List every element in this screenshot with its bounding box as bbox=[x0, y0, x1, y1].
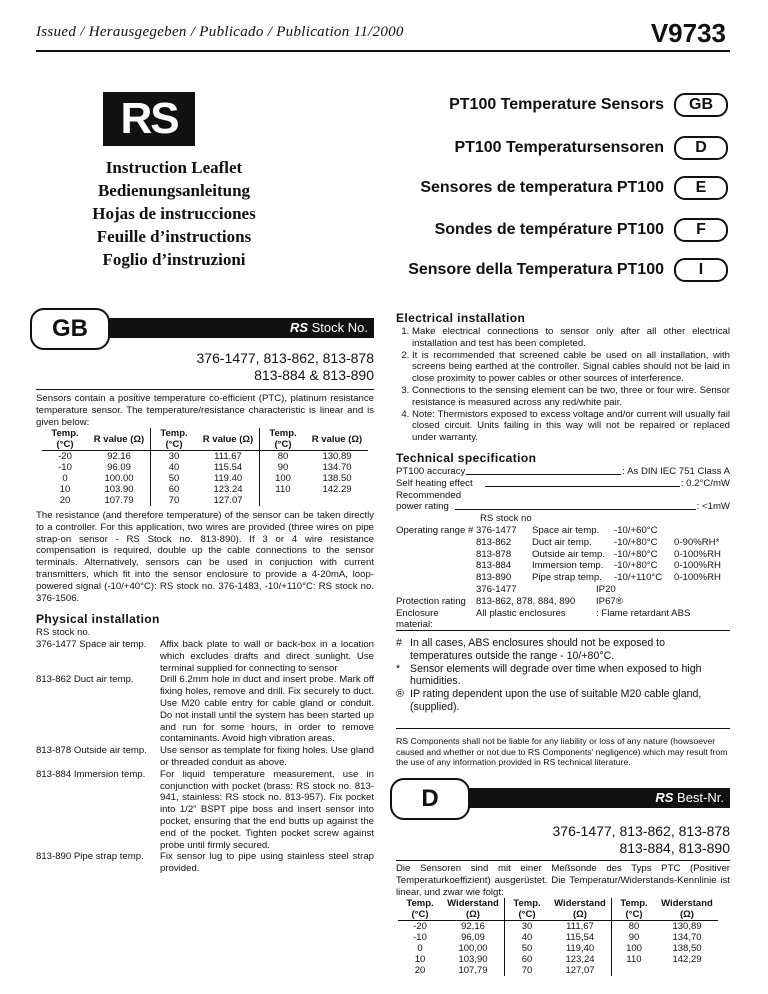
d-stock-numbers bbox=[500, 823, 730, 857]
d-temperature-table bbox=[398, 898, 718, 976]
col-header: Temp. (°C) bbox=[612, 898, 657, 921]
col-header: R value (Ω) bbox=[306, 428, 368, 451]
leaflet-title: Bedienungsanleitung bbox=[97, 181, 251, 200]
operating-row: Operating range # 376-1477 Space air temp. -10/+60°C bbox=[396, 524, 658, 536]
gb-section-badge: GB bbox=[30, 308, 110, 350]
install-text: Affix back plate to wall or back-box in a location which excludes drafts and direct sunlight. Use terminal supplied for connecting to sensor bbox=[160, 639, 374, 674]
rs-logo: RS bbox=[103, 92, 195, 146]
disclaimer: RS Components shall not be liable for any liability or loss of any nature (howsoever caused and whether or not due to RS Components’ negligence) which may result from the use of any information provided in RS technical literature. bbox=[396, 736, 728, 768]
electrical-installation-heading: Electrical installation bbox=[396, 311, 526, 325]
physical-installation-heading: Physical installation bbox=[36, 612, 160, 626]
operating-row: 813-878 Outside air temp. -10/+80°C 0-100%RH bbox=[476, 548, 721, 560]
spec-row: Self heating effect : 0.2°C/mW bbox=[396, 477, 730, 489]
footnote: * Sensor elements will degrade over time when exposed to high humidities. bbox=[396, 662, 702, 688]
gb-stock-numbers bbox=[150, 350, 374, 384]
col-header: Temp. (°C) bbox=[42, 428, 88, 451]
table-row: -20 92,16 30 111,67 80 130,89 bbox=[413, 921, 702, 932]
language-code-badge: I bbox=[674, 258, 728, 282]
issued-line: Issued / Herausgegeben / Publicado / Publication 11/2000 bbox=[36, 24, 404, 40]
col-header: Temp. (°C) bbox=[505, 898, 550, 921]
gb-intro: Sensors contain a positive temperature co-efficient (PTC), platinum resistance temperature sensor. The temperature/resistance characteristic is linear and is given below: bbox=[36, 393, 374, 428]
banner-label: Best-Nr. bbox=[677, 790, 724, 805]
language-row-gb bbox=[449, 93, 728, 117]
stock-line: 813-884, 813-890 bbox=[619, 840, 730, 856]
table-row: 20 107.79 70 127.07 bbox=[42, 495, 368, 506]
stock-line: 376-1477, 813-862, 813-878 bbox=[552, 823, 730, 839]
operating-row: 813-862 Duct air temp. -10/+80°C 0-90%RH* bbox=[476, 536, 720, 548]
protection-row: 376-1477 IP20 bbox=[476, 583, 616, 595]
leaflet-titles bbox=[40, 156, 308, 271]
col-header: Temp. (°C) bbox=[398, 898, 442, 921]
language-row-d bbox=[454, 136, 728, 160]
list-item: 4. Note: Thermistors exposed to excess voltage and/or current will usually fail closed circuit. Units failing in this way will not be repaired or replaced under warranty. bbox=[412, 409, 730, 444]
footnotes bbox=[396, 637, 730, 714]
gb-temperature-table bbox=[42, 428, 368, 506]
operating-row: 813-884 Immersion temp. -10/+80°C 0-100%RH bbox=[476, 560, 721, 572]
operating-row: 813-890 Pipe strap temp. -10/+110°C 0-100%RH bbox=[476, 572, 721, 584]
technical-spec-heading: Technical specification bbox=[396, 451, 537, 465]
enclosure-row: Enclosure material: All plastic enclosures : Flame retardant ABS bbox=[396, 607, 691, 631]
install-text: Fix sensor lug to pipe using stainless steel strap provided. bbox=[160, 851, 374, 875]
document-code: V9733 bbox=[650, 18, 726, 48]
install-label: 813-890 Pipe strap temp. bbox=[36, 851, 144, 863]
spec-row: Recommended bbox=[396, 489, 462, 501]
col-header: Temp. (°C) bbox=[151, 428, 198, 451]
table-row: 0 100.00 50 119.40 100 138.50 bbox=[62, 473, 352, 484]
language-code-badge: F bbox=[674, 218, 728, 242]
language-code-badge: GB bbox=[674, 93, 728, 117]
language-title: Sondes de température PT100 bbox=[434, 221, 664, 238]
d-intro: Die Sensoren sind mit einer Meßsonde des Typs PTC (Positiver Temperaturkoeffizient) ausgerüstet. Die Temperatur/Widerstands-Kennlinie ist linear, und zwar wie folgt: bbox=[396, 863, 730, 898]
divider bbox=[36, 389, 374, 390]
leaflet-title: Instruction Leaflet bbox=[105, 158, 243, 177]
banner-label: Stock No. bbox=[311, 320, 368, 335]
language-code-badge: E bbox=[674, 176, 728, 200]
physical-installation-list bbox=[36, 639, 374, 875]
leaflet-title: Feuille d’instructions bbox=[96, 227, 252, 246]
spec-row: power rating : <1mW bbox=[396, 501, 730, 513]
language-row-f bbox=[435, 218, 728, 242]
table-row: 20 107,79 70 127,07 bbox=[398, 965, 718, 976]
language-title: PT100 Temperatursensoren bbox=[454, 139, 664, 156]
protection-row: Protection rating 813-862, 878, 884, 890 IP67® bbox=[396, 595, 623, 607]
list-item: 1. Make electrical connections to sensor only after all other electrical installation and test has been completed. bbox=[412, 326, 730, 350]
table-row: 10 103.90 60 123.24 110 142.29 bbox=[59, 484, 352, 495]
leaflet-title: Hojas de instrucciones bbox=[92, 204, 256, 223]
col-header: Widerstand (Ω) bbox=[549, 898, 612, 921]
col-header: R value (Ω) bbox=[88, 428, 151, 451]
language-title: Sensores de temperatura PT100 bbox=[420, 179, 664, 196]
divider bbox=[396, 860, 730, 861]
install-label: 813-878 Outside air temp. bbox=[36, 745, 147, 757]
table-row: -10 96,09 40 115,54 90 134,70 bbox=[413, 932, 702, 943]
divider bbox=[396, 728, 730, 729]
electrical-list bbox=[396, 326, 730, 444]
install-label: 376-1477 Space air temp. bbox=[36, 639, 147, 650]
table-row: 0 100,00 50 119,40 100 138,50 bbox=[417, 943, 702, 954]
list-item: 3. Connections to the sensing element can be two, three or four wire. Sensor resistance is measured across any red/white pair. bbox=[412, 385, 730, 409]
language-code-badge: D bbox=[674, 136, 728, 160]
technical-spec bbox=[396, 466, 730, 631]
install-text: For liquid temperature measurement, use in conjunction with pocket (brass: RS stock no. 813-941, stainless: RS stock no. 813-957). Fix pocket into 1/2" BSPT pipe boss and insert sensor into pocket, ensuring that the end butts up against the end of the pocket. Tighten pocket screw against probe until firmly secured. bbox=[160, 768, 374, 851]
col-header: Widerstand (Ω) bbox=[442, 898, 505, 921]
install-text: Drill 6.2mm hole in duct and insert probe. Mark off fixing holes, remove and drill. Fix securely to duct. Use M20 cable entry for cable gland or conduit. Do not install until the system has been started up and run for some hours, in order to remove contaminants. Avoid high vibration areas. bbox=[160, 674, 374, 745]
footnote: ® IP rating dependent upon the use of suitable M20 cable gland, (supplied). bbox=[396, 688, 702, 713]
language-row-e bbox=[420, 176, 728, 200]
install-text: Use sensor as template for fixing holes. Use gland or threaded conduit as above. bbox=[160, 745, 374, 768]
rs-stock-no-label: RS stock no bbox=[480, 513, 532, 525]
list-item: 2. It is recommended that screened cable be used on all installation, with screens being earthed at the controller. Signal cables should not be laid in close proximity to power cables or other sources of interference. bbox=[412, 350, 730, 385]
banner-rs: RS bbox=[655, 790, 674, 805]
language-row-i bbox=[408, 258, 728, 282]
stock-line: 376-1477, 813-862, 813-878 bbox=[196, 350, 374, 366]
stock-line: 813-884 & 813-890 bbox=[254, 367, 374, 383]
table-row: -10 96.09 40 115.54 90 134.70 bbox=[58, 462, 352, 473]
d-section-badge: D bbox=[390, 778, 470, 820]
spec-row: PT100 accuracy : As DIN IEC 751 Class A bbox=[396, 466, 730, 477]
gb-resistance-note: The resistance (and therefore temperature) of the sensor can be taken directly to a controller. For this application, two wires are provided (three wires on pipe strap-on sensor - RS Stock no. 813-890). If 3 or 4 wire resistance compensation is required, double up the cable connections to the sensor terminals. Alternatively, sensors can be used in conjuction with current transmitters, which fit into the sensor enclosure to provide a 4-20mA, loop-powered signal (-10/+40°C): RS stock no. 376-1483, -10/+110°C: RS stock no. 376-1506. bbox=[36, 510, 374, 604]
language-title: PT100 Temperature Sensors bbox=[449, 96, 664, 113]
leaflet-title: Foglio d’instruzioni bbox=[102, 250, 246, 269]
physical-stock-label: RS stock no. bbox=[36, 627, 91, 638]
col-header: Widerstand (Ω) bbox=[656, 898, 718, 921]
col-header: R value (Ω) bbox=[197, 428, 260, 451]
banner-rs: RS bbox=[289, 320, 309, 335]
footnote: # In all cases, ABS enclosures should not be exposed to temperatures outside the range - 10/+80°C. bbox=[396, 637, 665, 662]
col-header: Temp. (°C) bbox=[260, 428, 307, 451]
divider bbox=[396, 630, 730, 631]
table-row: 10 103,90 60 123,24 110 142,29 bbox=[414, 954, 702, 965]
table-row: -20 92.16 30 111.67 80 130.89 bbox=[58, 451, 352, 462]
install-label: 813-862 Duct air temp. bbox=[36, 674, 134, 686]
install-label: 813-884 Immersion temp. bbox=[36, 768, 146, 780]
header-rule bbox=[36, 50, 730, 52]
language-title: Sensore della Temperatura PT100 bbox=[408, 261, 664, 278]
